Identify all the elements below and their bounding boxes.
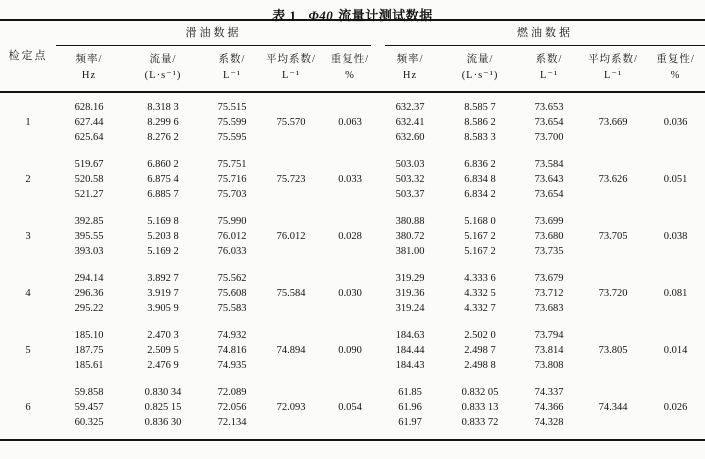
oil-rep-cell: 0.030 xyxy=(338,288,362,299)
fuel-flow-cell: 5.167 2 xyxy=(464,246,496,257)
point-block-3 xyxy=(0,202,705,259)
fuel-rep-cell: 0.036 xyxy=(663,117,688,128)
oil-freq-cell: 185.61 xyxy=(74,360,104,371)
table-title xyxy=(0,0,705,23)
point-block-1 xyxy=(0,92,705,145)
oil-freq-cell: 627.44 xyxy=(74,117,104,128)
spacer-cell xyxy=(0,145,705,157)
fuel-avg-cell: 73.805 xyxy=(598,345,628,356)
fuel-flow-cell: 8.586 2 xyxy=(464,117,496,128)
fuel-rep-cell: 0.026 xyxy=(663,402,688,413)
column-unit: L⁻¹ xyxy=(603,70,623,81)
oil-coef-cell: 75.990 xyxy=(217,216,247,227)
table-row xyxy=(0,100,705,115)
fuel-column-header-3 xyxy=(580,46,646,92)
fuel-flow-cell: 6.834 2 xyxy=(464,189,496,200)
table-header xyxy=(0,20,705,92)
oil-coef-cell: 76.033 xyxy=(217,246,247,257)
column-label: 系数/ xyxy=(218,54,246,65)
fuel-freq-cell: 503.37 xyxy=(395,189,425,200)
fuel-freq-cell: 61.97 xyxy=(398,417,422,428)
fuel-freq-cell: 184.43 xyxy=(395,360,425,371)
oil-avg-cell: 76.012 xyxy=(276,231,306,242)
oil-freq-cell: 392.85 xyxy=(74,216,104,227)
oil-flow-cell: 8.276 2 xyxy=(147,132,179,143)
fuel-rep-cell: 0.081 xyxy=(663,288,688,299)
fuel-flow-cell: 4.332 5 xyxy=(464,288,496,299)
oil-flow-cell: 6.885 7 xyxy=(147,189,179,200)
spacer-cell xyxy=(0,259,705,271)
fuel-flow-cell: 5.168 0 xyxy=(464,216,496,227)
column-unit: (L·s⁻¹) xyxy=(144,70,182,81)
point-cell: 4 xyxy=(25,288,31,299)
fuel-coef-cell: 73.654 xyxy=(534,189,564,200)
oil-flow-cell: 6.875 4 xyxy=(147,174,179,185)
oil-coef-cell: 74.935 xyxy=(217,360,247,371)
fuel-avg-cell: 73.669 xyxy=(598,117,628,128)
oil-coef-cell: 75.599 xyxy=(217,117,247,128)
point-block-6 xyxy=(0,373,705,430)
fuel-flow-cell: 2.502 0 xyxy=(464,330,496,341)
oil-rep-cell: 0.028 xyxy=(338,231,362,242)
fuel-coef-cell: 74.366 xyxy=(534,402,564,413)
spacer-cell xyxy=(0,316,705,328)
column-label: 流量/ xyxy=(466,54,494,65)
fuel-freq-cell: 319.24 xyxy=(395,303,425,314)
oil-flow-cell: 0.830 34 xyxy=(144,387,182,398)
oil-flow-cell: 0.836 30 xyxy=(144,417,182,428)
oil-coef-cell: 72.056 xyxy=(217,402,247,413)
bottom-spacer xyxy=(0,430,705,440)
column-unit: (L·s⁻¹) xyxy=(461,70,499,81)
oil-freq-cell: 185.10 xyxy=(74,330,104,341)
oil-flow-cell: 8.318 3 xyxy=(147,102,179,113)
oil-freq-cell: 296.36 xyxy=(74,288,104,299)
table-row xyxy=(0,271,705,286)
oil-avg-cell: 72.093 xyxy=(276,402,306,413)
oil-freq-cell: 520.58 xyxy=(74,174,104,185)
fuel-freq-cell: 184.63 xyxy=(395,330,425,341)
fuel-column-header-0 xyxy=(378,46,442,92)
group-header-oil: 滑油数据 xyxy=(56,21,371,46)
oil-avg-cell: 75.723 xyxy=(276,174,306,185)
table-row xyxy=(0,328,705,343)
fuel-rep-cell: 0.038 xyxy=(663,231,688,242)
column-label: 流量/ xyxy=(149,54,177,65)
oil-freq-cell: 395.55 xyxy=(74,231,104,242)
fuel-rep-cell: 0.051 xyxy=(663,174,688,185)
fuel-freq-cell: 61.96 xyxy=(398,402,422,413)
fuel-column-header-2 xyxy=(518,46,580,92)
fuel-avg-cell: 73.705 xyxy=(598,231,628,242)
fuel-freq-cell: 319.36 xyxy=(395,288,425,299)
column-label: 平均系数/ xyxy=(266,54,316,65)
point-block-2 xyxy=(0,145,705,202)
oil-coef-cell: 75.595 xyxy=(217,132,247,143)
oil-coef-cell: 72.089 xyxy=(217,387,247,398)
fuel-coef-cell: 73.654 xyxy=(534,117,564,128)
block-spacer xyxy=(0,92,705,100)
fuel-freq-cell: 381.00 xyxy=(395,246,425,257)
fuel-coef-cell: 73.584 xyxy=(534,159,564,170)
oil-freq-cell: 393.03 xyxy=(74,246,104,257)
column-label: 频率/ xyxy=(396,54,424,65)
fuel-avg-cell: 73.626 xyxy=(598,174,628,185)
point-cell: 2 xyxy=(25,174,31,185)
fuel-freq-cell: 503.03 xyxy=(395,159,425,170)
oil-column-header-0 xyxy=(56,46,122,92)
oil-freq-cell: 294.14 xyxy=(74,273,104,284)
column-label: 频率/ xyxy=(75,54,103,65)
oil-rep-cell: 0.063 xyxy=(338,117,362,128)
oil-flow-cell: 3.905 9 xyxy=(147,303,179,314)
fuel-coef-cell: 73.814 xyxy=(534,345,564,356)
fuel-coef-cell: 74.337 xyxy=(534,387,564,398)
oil-flow-cell: 5.169 2 xyxy=(147,246,179,257)
point-cell: 1 xyxy=(25,117,31,128)
fuel-flow-cell: 0.833 72 xyxy=(461,417,499,428)
column-label: 系数/ xyxy=(535,54,563,65)
table-number: 表 1 xyxy=(272,8,297,23)
fuel-freq-cell: 632.60 xyxy=(395,132,425,143)
column-label: 重复性/ xyxy=(656,54,695,65)
column-label: 重复性/ xyxy=(330,54,370,65)
column-unit: Hz xyxy=(402,70,418,81)
oil-avg-cell: 74.894 xyxy=(276,345,306,356)
oil-rep-cell: 0.090 xyxy=(338,345,362,356)
oil-flow-cell: 8.299 6 xyxy=(147,117,179,128)
oil-freq-cell: 59.858 xyxy=(74,387,104,398)
fuel-coef-cell: 73.679 xyxy=(534,273,564,284)
fuel-freq-cell: 503.32 xyxy=(395,174,425,185)
fuel-flow-cell: 2.498 8 xyxy=(464,360,496,371)
fuel-freq-cell: 380.72 xyxy=(395,231,425,242)
fuel-flow-cell: 6.834 8 xyxy=(464,174,496,185)
table-row xyxy=(0,214,705,229)
block-spacer xyxy=(0,145,705,157)
fuel-flow-cell: 2.498 7 xyxy=(464,345,496,356)
oil-freq-cell: 295.22 xyxy=(74,303,104,314)
fuel-flow-cell: 0.832 05 xyxy=(461,387,499,398)
model-designation: Φ40 xyxy=(308,8,334,23)
fuel-freq-cell: 632.41 xyxy=(395,117,425,128)
column-unit: L⁻¹ xyxy=(539,70,559,81)
fuel-freq-cell: 632.37 xyxy=(395,102,425,113)
fuel-flow-cell: 0.833 13 xyxy=(461,402,499,413)
oil-flow-cell: 5.203 8 xyxy=(147,231,179,242)
oil-flow-cell: 2.509 5 xyxy=(147,345,179,356)
fuel-coef-cell: 73.700 xyxy=(534,132,564,143)
fuel-flow-cell: 8.583 3 xyxy=(464,132,496,143)
spacer-cell xyxy=(0,373,705,385)
column-unit: L⁻¹ xyxy=(281,70,301,81)
oil-freq-cell: 60.325 xyxy=(74,417,104,428)
point-cell: 3 xyxy=(25,231,31,242)
spacer-cell xyxy=(0,92,705,100)
fuel-flow-cell: 4.332 7 xyxy=(464,303,496,314)
oil-coef-cell: 75.515 xyxy=(217,102,247,113)
oil-flow-cell: 2.476 9 xyxy=(147,360,179,371)
oil-coef-cell: 75.608 xyxy=(217,288,247,299)
oil-coef-cell: 72.134 xyxy=(217,417,247,428)
block-spacer xyxy=(0,316,705,328)
spacer-cell xyxy=(0,430,705,440)
fuel-coef-cell: 73.712 xyxy=(534,288,564,299)
fuel-freq-cell: 380.88 xyxy=(395,216,425,227)
oil-freq-cell: 521.27 xyxy=(74,189,104,200)
oil-rep-cell: 0.033 xyxy=(338,174,362,185)
oil-coef-cell: 75.583 xyxy=(217,303,247,314)
column-unit: Hz xyxy=(81,70,97,81)
column-label: 平均系数/ xyxy=(588,54,638,65)
oil-coef-cell: 75.562 xyxy=(217,273,247,284)
oil-column-header-4 xyxy=(322,46,378,92)
spacer-cell xyxy=(0,202,705,214)
fuel-flow-cell: 5.167 2 xyxy=(464,231,496,242)
oil-avg-cell: 75.584 xyxy=(276,288,306,299)
fuel-freq-cell: 61.85 xyxy=(398,387,422,398)
fuel-freq-cell: 184.44 xyxy=(395,345,425,356)
oil-coef-cell: 74.816 xyxy=(217,345,247,356)
fuel-coef-cell: 73.699 xyxy=(534,216,564,227)
column-unit: % xyxy=(670,70,681,81)
oil-freq-cell: 519.67 xyxy=(74,159,104,170)
oil-flow-cell: 6.860 2 xyxy=(147,159,179,170)
fuel-avg-cell: 74.344 xyxy=(598,402,628,413)
oil-rep-cell: 0.054 xyxy=(338,402,362,413)
oil-coef-cell: 75.703 xyxy=(217,189,247,200)
fuel-flow-cell: 8.585 7 xyxy=(464,102,496,113)
point-block-4 xyxy=(0,259,705,316)
fuel-coef-cell: 73.735 xyxy=(534,246,564,257)
point-cell: 5 xyxy=(25,345,31,356)
oil-column-header-3 xyxy=(260,46,322,92)
fuel-avg-cell: 73.720 xyxy=(598,288,628,299)
oil-column-header-2 xyxy=(204,46,260,92)
oil-flow-cell: 3.919 7 xyxy=(147,288,179,299)
oil-freq-cell: 628.16 xyxy=(74,102,104,113)
fuel-flow-cell: 6.836 2 xyxy=(464,159,496,170)
fuel-coef-cell: 73.653 xyxy=(534,102,564,113)
oil-flow-cell: 5.169 8 xyxy=(147,216,179,227)
column-header-point: 检定点 xyxy=(0,20,56,92)
fuel-column-header-1 xyxy=(442,46,518,92)
oil-flow-cell: 2.470 3 xyxy=(147,330,179,341)
fuel-coef-cell: 73.643 xyxy=(534,174,564,185)
group-header-fuel: 燃油数据 xyxy=(385,21,705,46)
flow-meter-data-table xyxy=(0,19,705,441)
oil-freq-cell: 187.75 xyxy=(74,345,104,356)
table-row xyxy=(0,157,705,172)
oil-coef-cell: 76.012 xyxy=(217,231,247,242)
point-cell: 6 xyxy=(25,402,31,413)
column-unit: % xyxy=(345,70,355,81)
block-spacer xyxy=(0,259,705,271)
table-title-text: 流量计测试数据 xyxy=(338,8,433,23)
oil-avg-cell: 75.570 xyxy=(276,117,306,128)
oil-flow-cell: 0.825 15 xyxy=(144,402,182,413)
fuel-column-header-4 xyxy=(646,46,705,92)
fuel-coef-cell: 73.680 xyxy=(534,231,564,242)
column-unit: L⁻¹ xyxy=(222,70,242,81)
fuel-coef-cell: 73.808 xyxy=(534,360,564,371)
column-header-row xyxy=(0,46,705,92)
oil-column-header-1 xyxy=(122,46,204,92)
table-row xyxy=(0,385,705,400)
fuel-coef-cell: 73.683 xyxy=(534,303,564,314)
oil-coef-cell: 75.716 xyxy=(217,174,247,185)
oil-flow-cell: 3.892 7 xyxy=(147,273,179,284)
block-spacer xyxy=(0,202,705,214)
bottom-padding xyxy=(0,430,705,440)
fuel-rep-cell: 0.014 xyxy=(663,345,688,356)
oil-freq-cell: 59.457 xyxy=(74,402,104,413)
fuel-freq-cell: 319.29 xyxy=(395,273,425,284)
fuel-coef-cell: 73.794 xyxy=(534,330,564,341)
fuel-coef-cell: 74.328 xyxy=(534,417,564,428)
point-block-5 xyxy=(0,316,705,373)
block-spacer xyxy=(0,373,705,385)
oil-coef-cell: 75.751 xyxy=(217,159,247,170)
oil-coef-cell: 74.932 xyxy=(217,330,247,341)
oil-freq-cell: 625.64 xyxy=(74,132,104,143)
fuel-flow-cell: 4.333 6 xyxy=(464,273,496,284)
